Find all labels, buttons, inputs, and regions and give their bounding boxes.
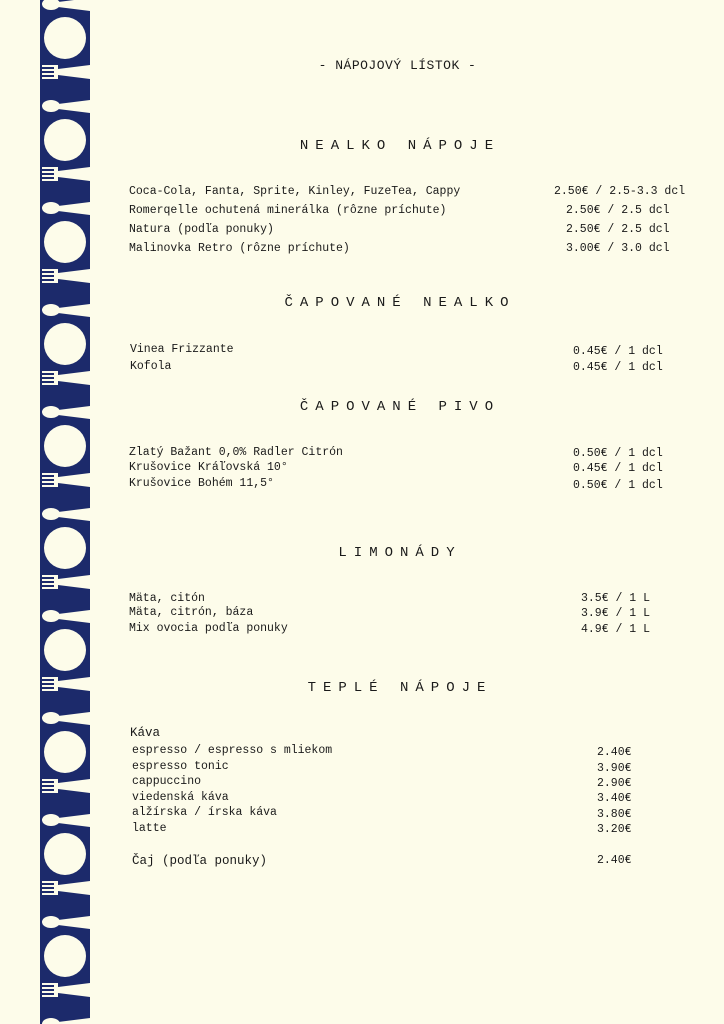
menu-item-price: 0.45€ / 1 dcl	[573, 361, 663, 374]
menu-item-price: 2.50€ / 2.5-3.3 dcl	[554, 185, 686, 198]
menu-item-price: 2.40€	[597, 854, 632, 867]
menu-item-price: 3.90€	[597, 762, 632, 775]
menu-item-price: 3.5€ / 1 L	[581, 592, 651, 605]
menu-item-price: 3.80€	[597, 808, 632, 821]
menu-item-name: Krušovice Bohém 11,5°	[129, 477, 274, 490]
menu-item-name: Mäta, citón	[129, 592, 205, 605]
menu-item-name: espresso tonic	[132, 760, 229, 773]
subsection-heading-kava: Káva	[130, 726, 161, 740]
section-heading-nealko: NEALKO NÁPOJE	[299, 138, 501, 154]
menu-item-name: Malinovka Retro (rôzne príchute)	[129, 242, 350, 255]
menu-item-price: 0.50€ / 1 dcl	[573, 447, 663, 460]
menu-item-name: cappuccino	[132, 775, 202, 788]
menu-item-price: 3.20€	[597, 823, 632, 836]
menu-item-price: 2.40€	[597, 746, 632, 759]
menu-item-name: Mäta, citrón, báza	[129, 606, 254, 619]
menu-item-price: 2.50€ / 2.5 dcl	[566, 223, 670, 236]
menu-item-name: Vinea Frizzante	[130, 343, 234, 356]
page-title: - NÁPOJOVÝ LÍSTOK -	[318, 58, 477, 73]
section-heading-limonady: LIMONÁDY	[338, 545, 462, 561]
menu-item-price: 4.9€ / 1 L	[581, 623, 651, 636]
menu-item-price: 3.9€ / 1 L	[581, 607, 651, 620]
menu-item-price: 2.50€ / 2.5 dcl	[566, 204, 670, 217]
menu-item-price: 3.40€	[597, 792, 632, 805]
section-heading-teple-napoje: TEPLÉ NÁPOJE	[307, 680, 493, 696]
menu-item-name: Natura (podľa ponuky)	[129, 223, 274, 236]
menu-item-name: alžírska / írska káva	[132, 806, 277, 819]
menu-item-name: espresso / espresso s mliekom	[132, 744, 333, 757]
menu-item-name: Čaj (podľa ponuky)	[132, 854, 268, 868]
menu-item-name: Coca-Cola, Fanta, Sprite, Kinley, FuzeTea, Cappy	[129, 185, 461, 198]
menu-item-name: viedenská káva	[132, 791, 229, 804]
section-heading-capovane-nealko: ČAPOVANÉ NEALKO	[284, 295, 516, 311]
menu-item-name: Zlatý Bažant 0,0% Radler Citrón	[129, 446, 343, 459]
menu-item-price: 3.00€ / 3.0 dcl	[566, 242, 670, 255]
menu-item-name: Krušovice Kráľovská 10°	[129, 461, 288, 474]
menu-item-name: Kofola	[130, 360, 172, 373]
menu-item-name: Mix ovocia podľa ponuky	[129, 622, 288, 635]
menu-item-price: 2.90€	[597, 777, 632, 790]
menu-item-name: latte	[132, 822, 167, 835]
menu-item-price: 0.45€ / 1 dcl	[573, 462, 663, 475]
menu-item-name: Romerqelle ochutená minerálka (rôzne príchute)	[129, 204, 447, 217]
menu-item-price: 0.45€ / 1 dcl	[573, 345, 663, 358]
section-heading-capovane-pivo: ČAPOVANÉ PIVO	[299, 399, 501, 415]
menu-item-price: 0.50€ / 1 dcl	[573, 479, 663, 492]
